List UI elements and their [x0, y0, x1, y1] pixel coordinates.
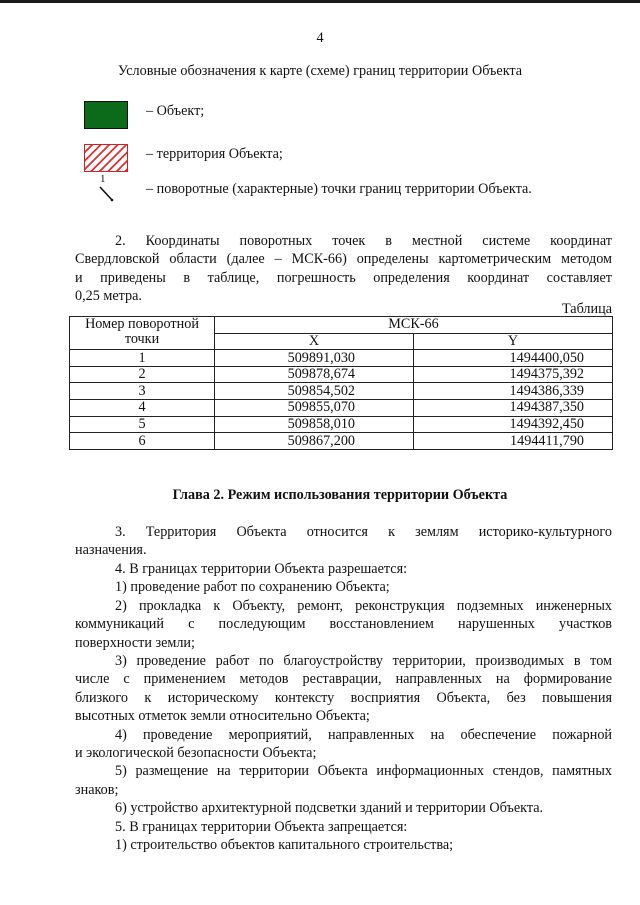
- coordinates-line-3: и приведены в таблице, погрешность определения координат составляет: [75, 269, 612, 286]
- header-coordinate-system: МСК-66: [215, 317, 613, 334]
- allowed-heading: 4. В границах территории Объекта разрешается:: [115, 561, 408, 577]
- coordinate-x: 509855,070: [215, 399, 414, 416]
- coordinates-paragraph: [75, 232, 612, 306]
- point-number: 5: [70, 416, 215, 433]
- prohibited-item-1: 1) строительство объектов капитального строительства;: [115, 837, 454, 854]
- allowed-item-5-line-2: знаков;: [75, 781, 119, 798]
- table-row: [70, 350, 613, 367]
- turning-point-icon: [96, 171, 120, 205]
- legend-label-object: – Объект;: [146, 103, 205, 119]
- legend-title: Условные обозначения к карте (схеме) границ территории Объекта: [117, 63, 523, 79]
- legend-label-territory: – территория Объекта;: [146, 146, 283, 162]
- point-number: 6: [70, 433, 215, 450]
- coordinate-x: 509867,200: [215, 433, 414, 450]
- table-row: [70, 416, 613, 433]
- table-caption: Таблица: [561, 301, 612, 317]
- coordinate-y: 1494392,450: [414, 416, 613, 433]
- point-number: 2: [70, 366, 215, 383]
- allowed-item-6: 6) устройство архитектурной подсветки зданий и территории Объекта.: [115, 800, 544, 817]
- coordinate-y: 1494411,790: [414, 433, 613, 450]
- table-row: [70, 383, 613, 400]
- coordinate-x: 509878,674: [215, 366, 414, 383]
- coordinates-table: [69, 316, 613, 450]
- allowed-item-3-line-4: высотных отметок земли относительно Объекта;: [75, 708, 370, 725]
- point-number: 4: [70, 399, 215, 416]
- allowed-list: [75, 560, 612, 855]
- coordinate-y: 1494387,350: [414, 399, 613, 416]
- coordinates-line-1: 2. Координаты поворотных точек в местной системе координат: [115, 233, 612, 249]
- allowed-item-4-line-2: и экологической безопасности Объекта;: [75, 745, 317, 762]
- allowed-item-3-line-1: 3) проведение работ по благоустройству территории, производимых в том: [115, 653, 612, 670]
- allowed-item-1: 1) проведение работ по сохранению Объекта;: [115, 579, 390, 596]
- page-number: 4: [316, 30, 324, 46]
- table-row: [70, 399, 613, 416]
- header-x: X: [215, 333, 414, 350]
- allowed-item-4-line-1: 4) проведение мероприятий, направленных на обеспечение пожарной: [115, 726, 612, 743]
- allowed-item-2-line-3: поверхности земли;: [75, 634, 195, 651]
- allowed-item-3-line-2: числе с применением методов реставрации, направленных на формирование: [75, 671, 612, 688]
- table-header-row: [70, 317, 613, 334]
- point-number: 3: [70, 383, 215, 400]
- coordinate-x: 509891,030: [215, 350, 414, 367]
- paragraph-3: [75, 523, 612, 560]
- table-row: [70, 366, 613, 383]
- scan-top-edge: [0, 0, 640, 3]
- coordinate-x: 509854,502: [215, 383, 414, 400]
- object-legend-swatch: [84, 101, 128, 129]
- coordinate-x: 509858,010: [215, 416, 414, 433]
- paragraph-3-line-2: назначения.: [75, 542, 147, 559]
- coordinates-line-2: Свердловской области (далее – МСК-66) определены картометрическим методом: [75, 251, 612, 268]
- territory-legend-swatch: [84, 144, 128, 172]
- allowed-item-2-line-2: коммуникаций с последующим восстановлением нарушенных участков: [75, 616, 612, 633]
- header-y: Y: [414, 333, 613, 350]
- header-point-number: Номер поворотной точки: [70, 317, 215, 350]
- allowed-item-3-line-3: близкого к историческому контексту восприятия Объекта, без повышения: [75, 689, 612, 706]
- point-number: 1: [70, 350, 215, 367]
- table-row: [70, 433, 613, 450]
- legend-label-turning-points: – поворотные (характерные) точки границ территории Объекта.: [146, 181, 532, 197]
- turning-point-number: 1: [100, 173, 106, 185]
- paragraph-3-line-1: 3. Территория Объекта относится к землям историко-культурного: [115, 524, 612, 540]
- allowed-item-2-line-1: 2) прокладка к Объекту, ремонт, реконструкция подземных инженерных: [115, 597, 612, 614]
- coordinate-y: 1494375,392: [414, 366, 613, 383]
- coordinate-y: 1494400,050: [414, 350, 613, 367]
- coordinate-y: 1494386,339: [414, 383, 613, 400]
- coordinates-line-4: 0,25 метра.: [75, 288, 142, 305]
- prohibited-heading: 5. В границах территории Объекта запрещается:: [115, 818, 408, 835]
- chapter-title: Глава 2. Режим использования территории Объекта: [172, 487, 508, 503]
- allowed-item-5-line-1: 5) размещение на территории Объекта информационных стендов, памятных: [115, 763, 612, 780]
